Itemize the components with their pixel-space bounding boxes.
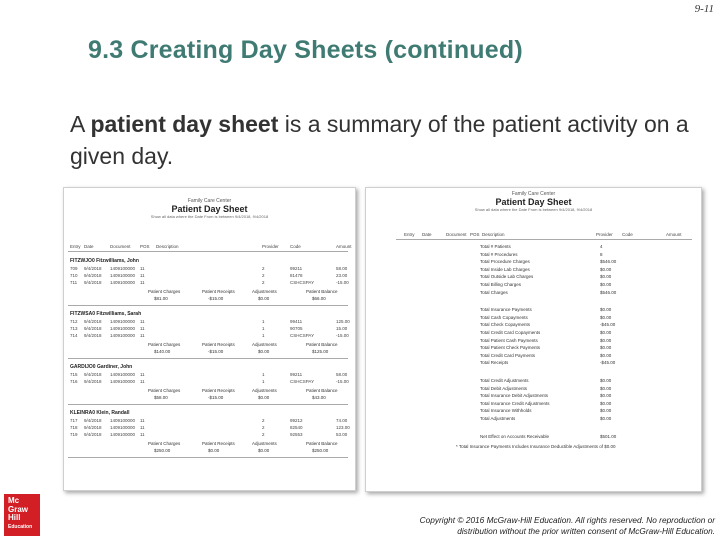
report-subtitle: Show all data where the Date From is between 9/4/2018, 9/4/2018: [474, 207, 593, 212]
mcgraw-hill-logo: [4, 494, 40, 536]
body-text-bold: patient day sheet: [90, 111, 279, 137]
summary-value: $0.00: [600, 307, 612, 313]
summary-value: -$45.00: [600, 322, 616, 328]
detail-cell: 709: [70, 266, 78, 271]
summary-value: $0.00: [600, 330, 612, 335]
column-header: POS: [470, 232, 480, 237]
detail-cell: 11: [140, 319, 145, 324]
body-text: [70, 108, 690, 172]
patient-summary-label: Patient Charges: [148, 388, 181, 393]
patient-summary-label: Patient Receipts: [202, 342, 235, 347]
detail-cell: 712: [70, 319, 78, 324]
patient-summary-value: $43.00: [312, 395, 326, 400]
detail-cell: 11: [140, 425, 145, 430]
summary-value: $0.00: [600, 378, 612, 383]
patient-summary-label: Patient Charges: [148, 441, 181, 446]
summary-label: Total Insurance Credit Adjustments: [480, 400, 550, 406]
column-header: Provider: [262, 244, 279, 249]
detail-cell: 1409100000: [110, 266, 136, 271]
divider: [68, 358, 348, 359]
detail-cell: 90705: [290, 326, 303, 331]
patient-summary-value: $0.00: [258, 448, 270, 453]
summary-label: Total Adjustments: [480, 416, 516, 421]
summary-label: Total Cash Copayments: [480, 314, 528, 320]
detail-cell: CSHCSPAY: [290, 280, 315, 285]
summary-value: 4: [600, 244, 603, 249]
summary-value: $0.00: [600, 416, 612, 421]
detail-cell: 15.00: [336, 326, 348, 331]
column-header: Description: [156, 244, 179, 249]
detail-cell: 9/4/2018: [84, 319, 102, 324]
detail-cell: 11: [140, 379, 145, 384]
patient-summary-value: $250.00: [154, 448, 171, 453]
column-header: Amount: [336, 244, 352, 249]
detail-cell: 9/4/2018: [84, 432, 102, 437]
patient-group-name: GARDIJO0 Gardiner, John: [70, 364, 133, 370]
detail-cell: 92553: [290, 432, 303, 437]
column-header: Provider: [596, 232, 613, 237]
detail-cell: 99212: [290, 418, 303, 423]
net-effect-value: $501.00: [600, 433, 617, 439]
patient-group-name: FITZWSA0 Fitzwilliams, Sarah: [70, 311, 142, 317]
summary-value: $0.00: [600, 408, 612, 414]
detail-cell: 1: [262, 379, 265, 384]
detail-cell: 1409100000: [110, 333, 136, 338]
summary-value: $0.00: [600, 345, 612, 351]
slide-title: 9.3 Creating Day Sheets (continued): [88, 36, 523, 64]
detail-cell: 58.00: [336, 266, 348, 271]
detail-cell: 1409100000: [110, 319, 136, 324]
summary-label: Total Insurance Withholds: [480, 408, 532, 414]
summary-label: Total Insurance Payments: [480, 307, 532, 313]
summary-label: Total Debit Adjustments: [480, 385, 528, 391]
patient-summary-label: Patient Receipts: [202, 388, 235, 393]
patient-summary-value: $0.00: [258, 395, 270, 400]
detail-cell: 713: [70, 326, 78, 331]
summary-value: $0.00: [600, 393, 612, 399]
summary-label: Total Receipts: [480, 360, 509, 366]
detail-cell: CSHCSPAY: [290, 333, 315, 338]
detail-cell: 718: [70, 425, 78, 430]
detail-cell: 9/4/2018: [84, 280, 102, 285]
summary-label: Total Outside Lab Charges: [480, 274, 534, 280]
column-header: Code: [622, 232, 633, 237]
column-header: Description: [482, 232, 505, 237]
summary-label: Total Billing Charges: [480, 282, 522, 287]
summary-value: $0.00: [600, 266, 612, 272]
column-header: Code: [290, 244, 301, 249]
summary-label: Total Charges: [480, 289, 508, 295]
detail-cell: 53.00: [336, 432, 348, 437]
copyright-notice: [340, 515, 715, 537]
detail-cell: 1409100000: [110, 418, 136, 423]
patient-group-name: KLEINRA0 Klein, Randall: [70, 410, 130, 416]
detail-cell: 711: [70, 280, 78, 285]
detail-cell: 1: [262, 319, 265, 324]
divider: [68, 251, 348, 252]
detail-cell: 9/4/2018: [84, 418, 102, 423]
detail-cell: 11: [140, 273, 145, 278]
summary-value: $0.00: [600, 274, 612, 280]
detail-cell: 99211: [290, 372, 303, 377]
detail-cell: 2: [262, 425, 265, 430]
patient-summary-label: Adjustments: [252, 342, 277, 347]
detail-cell: 714: [70, 333, 78, 338]
summary-label: Total Check Copayments: [480, 322, 531, 328]
report-subtitle: Show all data where the Date From is between 9/4/2018, 9/4/2018: [150, 214, 269, 219]
report-title: Patient Day Sheet: [171, 204, 248, 214]
column-header: Document: [446, 232, 467, 237]
logo-text-line: Mc: [8, 496, 20, 505]
page-number: 9-11: [694, 3, 714, 15]
detail-cell: 23.00: [336, 273, 348, 278]
summary-label: Total Patient Check Payments: [480, 345, 541, 351]
patient-summary-value: -$15.00: [208, 349, 224, 354]
detail-cell: 717: [70, 418, 78, 423]
detail-cell: 716: [70, 379, 78, 384]
logo-text-line: Graw: [8, 504, 29, 514]
detail-cell: 11: [140, 280, 145, 285]
summary-label: Total Procedure Charges: [480, 259, 530, 265]
patient-summary-value: $58.00: [154, 395, 168, 400]
detail-cell: 1409100000: [110, 280, 136, 285]
summary-value: $0.00: [600, 337, 612, 343]
summary-value: -$45.00: [600, 360, 616, 366]
detail-cell: 11: [140, 326, 145, 331]
summary-value: $0.00: [600, 400, 612, 406]
detail-cell: 1: [262, 372, 265, 377]
detail-cell: 1: [262, 326, 265, 331]
report-title: Patient Day Sheet: [495, 197, 572, 207]
summary-label: Total Inside Lab Charges: [480, 266, 530, 272]
column-header: Date: [422, 232, 432, 237]
patient-summary-value: $0.00: [208, 448, 220, 453]
summary-label: Total Patient Cash Payments: [480, 337, 538, 343]
detail-cell: 1409100000: [110, 425, 136, 430]
summary-label: Total # Procedures: [480, 251, 518, 257]
divider: [68, 457, 348, 458]
patient-summary-value: $250.00: [312, 448, 329, 453]
detail-cell: -15.00: [336, 379, 349, 384]
patient-summary-value: $81.00: [154, 296, 168, 301]
detail-cell: 11: [140, 418, 145, 423]
summary-label: Total # Patients: [480, 244, 511, 249]
report-footnote: * Total Insurance Payments Includes Insurance Deductible Adjustments of $0.00: [456, 443, 616, 449]
detail-cell: 9/4/2018: [84, 372, 102, 377]
column-header: POS: [140, 244, 150, 249]
detail-cell: 74.00: [336, 418, 348, 423]
detail-cell: -15.00: [336, 280, 349, 285]
patient-summary-value: -$15.00: [208, 395, 224, 400]
body-text-start: A: [70, 111, 91, 137]
detail-cell: 715: [70, 372, 78, 377]
summary-label: Total Insurance Debit Adjustments: [480, 393, 549, 399]
body-text-end: is a summary of the patient activity on a given day.: [70, 111, 689, 169]
patient-summary-label: Adjustments: [252, 388, 277, 393]
detail-cell: 719: [70, 432, 78, 437]
detail-cell: 1409100000: [110, 432, 136, 437]
patient-summary-label: Patient Receipts: [202, 289, 235, 294]
detail-cell: 99411: [290, 319, 303, 324]
detail-cell: 125.00: [336, 319, 350, 324]
patient-summary-label: Patient Receipts: [202, 441, 235, 446]
detail-cell: 2: [262, 266, 265, 271]
patient-group-name: FITZWJO0 Fitzwilliams, John: [70, 258, 139, 264]
column-header: Amount: [666, 232, 682, 237]
logo-text-line: Education: [8, 523, 33, 530]
patient-summary-value: $0.00: [258, 349, 270, 354]
summary-value: $546.00: [600, 289, 617, 295]
patient-summary-label: Adjustments: [252, 289, 277, 294]
copyright-line-1: Copyright © 2016 McGraw-Hill Education. All rights reserved. No reproduction or: [419, 515, 715, 525]
detail-cell: 9/4/2018: [84, 326, 102, 331]
detail-cell: 11: [140, 372, 145, 377]
net-effect-label: Net Effect on Accounts Receivable: [480, 433, 549, 439]
patient-summary-label: Patient Balance: [306, 388, 338, 393]
summary-value: $0.00: [600, 352, 612, 358]
divider: [68, 404, 348, 405]
patient-summary-label: Patient Balance: [306, 342, 338, 347]
divider: [396, 239, 692, 240]
summary-value: $0.00: [600, 314, 612, 320]
detail-cell: -15.00: [336, 333, 349, 338]
detail-cell: 58.00: [336, 372, 348, 377]
detail-cell: CSHCSPAY: [290, 379, 315, 384]
patient-day-sheet-summary-image: [365, 187, 702, 492]
detail-cell: 710: [70, 273, 78, 278]
divider: [68, 305, 348, 306]
summary-value: 8: [600, 251, 603, 257]
detail-cell: 9/4/2018: [84, 266, 102, 271]
patient-summary-label: Patient Balance: [306, 441, 338, 446]
summary-value: $0.00: [600, 385, 612, 391]
detail-cell: 2: [262, 432, 265, 437]
patient-summary-value: $125.00: [312, 349, 329, 354]
patient-summary-value: -$15.00: [208, 296, 224, 301]
summary-label: Total Credit Card Payments: [480, 352, 536, 358]
detail-cell: 9/4/2018: [84, 425, 102, 430]
logo-text-line: Hill: [8, 513, 21, 522]
column-header: Entry: [404, 232, 415, 237]
detail-cell: 2: [262, 273, 265, 278]
detail-cell: 11: [140, 333, 145, 338]
detail-cell: 2: [262, 418, 265, 423]
patient-day-sheet-detail-image: [63, 187, 356, 491]
column-header: Entry: [70, 244, 81, 249]
summary-label: Total Credit Adjustments: [480, 378, 529, 383]
detail-cell: 1409100000: [110, 372, 136, 377]
detail-cell: 1: [262, 333, 265, 338]
detail-cell: 9/4/2018: [84, 333, 102, 338]
report-org-name: Family Care Center: [511, 191, 556, 197]
patient-summary-label: Patient Balance: [306, 289, 338, 294]
detail-cell: 9/4/2018: [84, 379, 102, 384]
detail-cell: 99211: [290, 266, 303, 271]
detail-cell: 9/4/2018: [84, 273, 102, 278]
detail-cell: 1409100000: [110, 326, 136, 331]
detail-cell: 123.00: [336, 425, 350, 430]
detail-cell: 11: [140, 266, 145, 271]
patient-summary-label: Adjustments: [252, 441, 277, 446]
detail-cell: 1409100000: [110, 379, 136, 384]
summary-label: Total Credit Card Copayments: [480, 330, 541, 335]
summary-value: $0.00: [600, 282, 612, 287]
report-org-name: Family Care Center: [187, 198, 232, 204]
detail-cell: 2: [262, 280, 265, 285]
column-header: Date: [84, 244, 94, 249]
patient-summary-value: $0.00: [258, 296, 270, 301]
copyright-line-2: distribution without the prior written consent of McGraw-Hill Education.: [457, 526, 715, 536]
patient-summary-label: Patient Charges: [148, 289, 181, 294]
detail-cell: 81478: [290, 273, 303, 278]
detail-cell: 1409100000: [110, 273, 136, 278]
detail-cell: 82540: [290, 425, 303, 430]
patient-summary-value: $66.00: [312, 296, 326, 301]
detail-cell: 11: [140, 432, 145, 437]
patient-summary-label: Patient Charges: [148, 342, 181, 347]
patient-summary-value: $140.00: [154, 349, 171, 354]
summary-value: $546.00: [600, 259, 617, 265]
column-header: Document: [110, 244, 131, 249]
